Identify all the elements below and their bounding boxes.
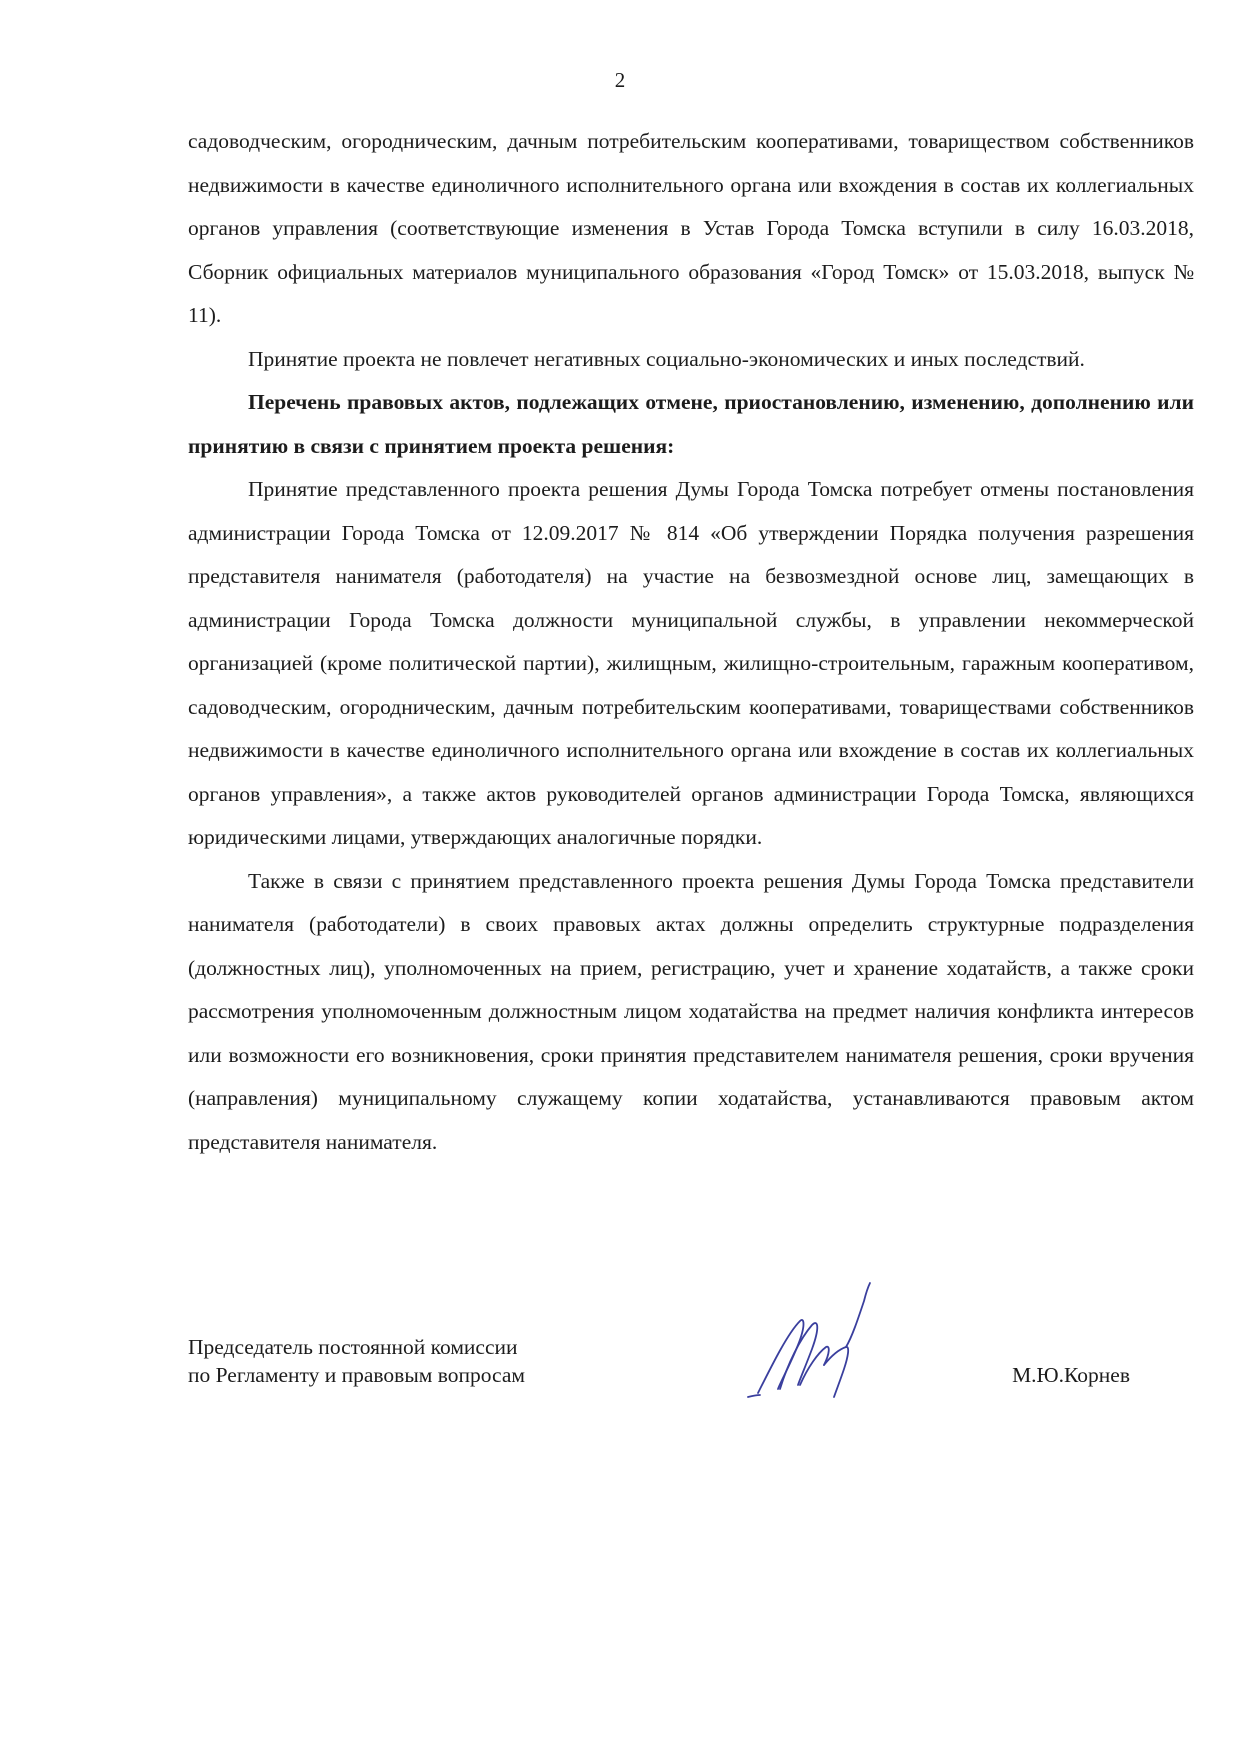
signatory-title-line1: Председатель постоянной комиссии (188, 1335, 518, 1359)
document-body (188, 120, 1194, 1164)
paragraph-consequences: Принятие проекта не повлечет негативных социально-экономических и иных последствий. (248, 346, 1085, 371)
signatory-name: М.Ю.Корнев (1012, 1363, 1130, 1387)
signature-block (188, 1333, 1194, 1423)
signatory-title-line2: по Регламенту и правовым вопросам (188, 1363, 525, 1387)
paragraph-obligations: Также в связи с принятием представленного проекта решения Думы Города Томска представители нанимателя (работодатели) в своих правовых актах должны определить структурные подразделения (должностных лиц), уполномоченных на прием, регистрацию, учет и хранение ходатайств, а также сроки рассмотрения уполномоченным должностным лицом ходатайства на предмет наличия конфликта интересов или возможности его возникновения, сроки принятия представителем нанимателя решения, сроки вручения (направления) муниципальному служащему копии ходатайства, устанавливаются правовым актом представителя нанимателя. (188, 868, 1194, 1154)
signatory-title (188, 1333, 525, 1389)
page-number: 2 (614, 68, 626, 92)
paragraph-continuation: садоводческим, огородническим, дачным потребительским кооперативами, товариществом собственников недвижимости в качестве единоличного исполнительного органа или вхождения в состав их коллегиальных органов управления (соответствующие изменения в Устав Города Томска вступили в силу 16.03.2018, Сборник официальных материалов муниципального образования «Город Томск» от 15.03.2018, выпуск № 11). (188, 129, 1194, 327)
handwritten-signature (728, 1263, 928, 1413)
paragraph-repeal: Принятие представленного проекта решения Думы Города Томска потребует отмены постановления администрации Города Томска от 12.09.2017 № 814 «Об утверждении Порядка получения разрешения представителя нанимателя (работодателя) на участие на безвозмездной основе лиц, замещающих в администрации Города Томска должности муниципальной службы, в управлении некоммерческой организацией (кроме политической партии), жилищным, жилищно-строительным, гаражным кооперативом, садоводческим, огородническим, дачным потребительским кооперативами, товариществами собственников недвижимости в качестве единоличного исполнительного органа или вхождение в состав их коллегиальных органов управления», а также актов руководителей органов администрации Города Томска, являющихся юридическими лицами, утверждающих аналогичные порядки. (188, 477, 1194, 849)
section-heading: Перечень правовых актов, подлежащих отмене, приостановлению, изменению, дополнению или принятию в связи с принятием проекта решения: (188, 390, 1194, 458)
